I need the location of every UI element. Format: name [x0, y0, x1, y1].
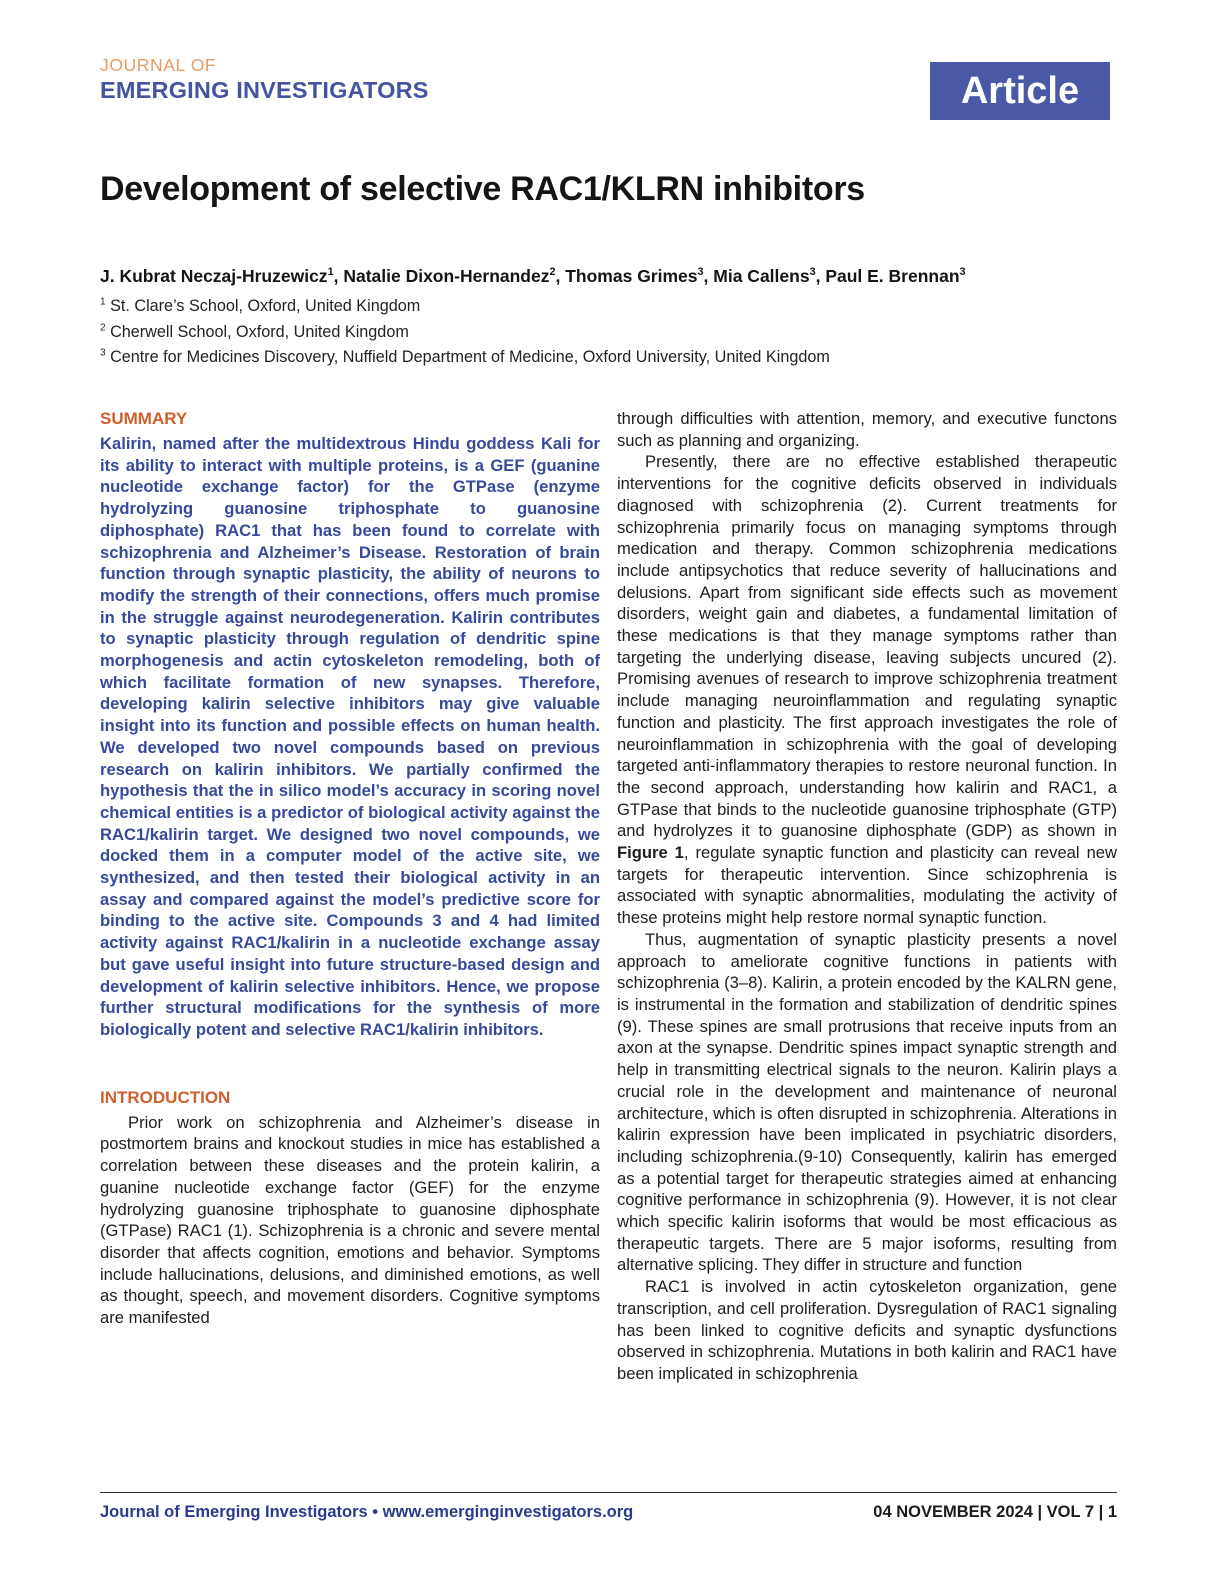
affiliations	[100, 294, 1120, 371]
article-body	[100, 408, 1117, 1385]
author-name: J. Kubrat Neczaj-Hruzewicz	[100, 266, 328, 286]
left-column	[100, 408, 600, 1385]
right-column	[617, 408, 1117, 1385]
text-segment: RAC1 is involved in actin cytoskeleton organization, gene transcription, and cell proliferation. Dysregulation of RAC1 signaling has been linked to cognitive deficits and synaptic dysfunctions observed in schizophrenia. Mutations in both kalirin and RAC1 have been implicated in schizophrenia	[617, 1277, 1117, 1383]
author-name: , Natalie Dixon-Hernandez	[333, 266, 550, 286]
affiliation-number: 2	[100, 322, 106, 334]
affiliation: $^3$ Centre for Medicines Discovery, Nuffield Department of Medicine, Oxford University, United Kingdom	[100, 347, 830, 367]
text-segment: Thus, augmentation of synaptic plasticity presents a novel approach to ameliorate cognitive functions in patients with schizophrenia (3–8). Kalirin, a protein encoded by the KALRN gene, is instrumental in the formation and stabilization of dendritic spines (9). These spines are small protrusions that receive inputs from an axon at the synapse. Dendritic spines impact synaptic strength and help in transmitting electrical signals to the neuron. Kalirin plays a crucial role in the development and maintenance of neuronal architecture, which is often disrupted in schizophrenia. Alterations in kalirin expression have been implicated in psychiatric disorders, including schizophrenia.(9-10) Consequently, kalirin has emerged as a potential target for therapeutic strategies aimed at enhancing cognitive performance in schizophrenia (9). However, it is not clear which specific kalirin isoforms that would be most efficacious as therapeutic targets. There are 5 major isoforms, resulting from alternative splicing. They differ in structure and function	[617, 929, 1117, 1275]
author-name: , Paul E. Brennan	[815, 266, 960, 286]
text-segment: Presently, there are no effective established therapeutic interventions for the cognitive deficits observed in individuals diagnosed with schizophrenia (2). Current treatments for schizophrenia primarily focus on managing symptoms through medication and therapy. Common schizophrenia medications include antipsychotics that reduce severity of hallucinations and delusions. Apart from significant side effects such as movement disorders, weight gain and diabetes, a fundamental limitation of these medications is that they manage symptoms rather than targeting the underlying disease, leaving subjects uncured (2). Promising avenues of research to improve schizophrenia treatment include managing neuroinflammation and regulating synaptic function and plasticity. The first approach investigates the role of neuroinflammation in schizophrenia with the goal of developing targeted anti-inflammatory therapies to restore neuronal function. In the second approach, understanding how kalirin and RAC1, a GTPase that binds to the nucleotide guanosine triphosphate (GTP) and hydrolyzes it to guanosine diphosphate (GDP) as shown in	[617, 452, 1117, 841]
paragraph	[617, 929, 1117, 1276]
text-segment: through difficulties with attention, memory, and executive functons such as planning and organizing.	[617, 409, 1117, 450]
author-name: , Mia Callens	[703, 266, 810, 286]
paragraph	[617, 451, 1117, 928]
paragraph	[100, 433, 600, 1041]
paragraph	[617, 408, 1117, 451]
section-heading-summary: SUMMARY	[100, 409, 188, 428]
text-segment: , regulate synaptic function and plasticity can reveal new targets for therapeutic intervention. Since schizophrenia is associated with synaptic abnormalities, modulating the activity of these proteins might help restore normal synaptic function.	[617, 843, 1118, 928]
affiliation-number: 1	[100, 296, 106, 308]
article-title: Development of selective RAC1/KLRN inhibitors	[100, 170, 865, 208]
page-footer	[100, 1492, 1117, 1522]
author-affiliation-ref: 1	[327, 266, 334, 279]
text-segment: Kalirin, named after the multidextrous Hindu goddess Kali for its ability to interact with multiple proteins, is a GEF (guanine nucleotide exchange factor) for the GTPase (enzyme hydrolyzing guanosine triphosphate to guanosine diphosphate) RAC1 that has been found to correlate with schizophrenia and Alzheimer’s Disease. Restoration of brain function through synaptic plasticity, the ability of neurons to modify the strength of their connections, offers much promise in the struggle against neurodegeneration. Kalirin contributes to synaptic plasticity through regulation of dendritic spine morphogenesis and actin cytoskeleton remodeling, both of which facilitate formation of new synapses. Therefore, developing kalirin selective inhibitors may give valuable insight into its function and possible effects on human health. We developed two novel compounds based on previous research on kalirin inhibitors. We partially confirmed the hypothesis that the in silico model’s accuracy in scoring novel chemical entities is a predictor of biological activity against the RAC1/kalirin target. We designed two novel compounds, we docked them in a computer model of the active site, we synthesized, and then tested their biological activity in an assay and compared against the model’s predictive score for binding to the active site. Compounds 3 and 4 had limited activity against RAC1/kalirin in a nucleotide exchange assay but gave useful insight into future structure-based design and development of kalirin selective inhibitors. Hence, we propose further structural modifications for the synthesis of more biologically potent and selective RAC1/kalirin inhibitors.	[100, 434, 600, 1039]
authors-line	[100, 266, 1120, 287]
author-affiliation-ref: 3	[809, 266, 816, 279]
paragraph	[100, 1112, 600, 1329]
journal-logo	[100, 57, 429, 102]
author-name: , Thomas Grimes	[555, 266, 698, 286]
bold-text: Figure 1	[617, 843, 684, 863]
text-segment: Prior work on schizophrenia and Alzheimer’s disease in postmortem brains and knockout studies in mice has established a correlation between these diseases and the protein kalirin, a guanine nucleotide exchange factor (GEF) for the enzyme hydrolyzing guanosine triphosphate to guanosine diphosphate (GTPase) RAC1 (1). Schizophrenia is a chronic and severe mental disorder that affects cognition, emotions and behavior. Symptoms include hallucinations, delusions, and diminished emotions, as well as thought, speech, and movement disorders. Cognitive symptoms are manifested	[100, 1112, 600, 1328]
footer-issue-line: 04 NOVEMBER 2024 | VOL 7 | 1	[873, 1503, 1117, 1521]
author-affiliation-ref: 2	[549, 266, 556, 279]
paragraph	[617, 1276, 1117, 1385]
article-type-badge: Article	[930, 62, 1110, 120]
affiliation: $^1$ St. Clare’s School, Oxford, United Kingdom	[100, 296, 421, 315]
section-heading-introduction: INTRODUCTION	[100, 1087, 231, 1107]
journal-logo-line2: EMERGING INVESTIGATORS	[100, 76, 429, 103]
author-affiliation-ref: 3	[959, 266, 966, 279]
footer-journal-line: Journal of Emerging Investigators • www.emerginginvestigators.org	[100, 1503, 634, 1521]
journal-logo-line1: JOURNAL OF	[100, 55, 217, 75]
author-affiliation-ref: 3	[697, 266, 704, 279]
affiliation-number: 3	[100, 347, 106, 359]
affiliation: $^2$ Cherwell School, Oxford, United Kingdom	[100, 322, 409, 341]
